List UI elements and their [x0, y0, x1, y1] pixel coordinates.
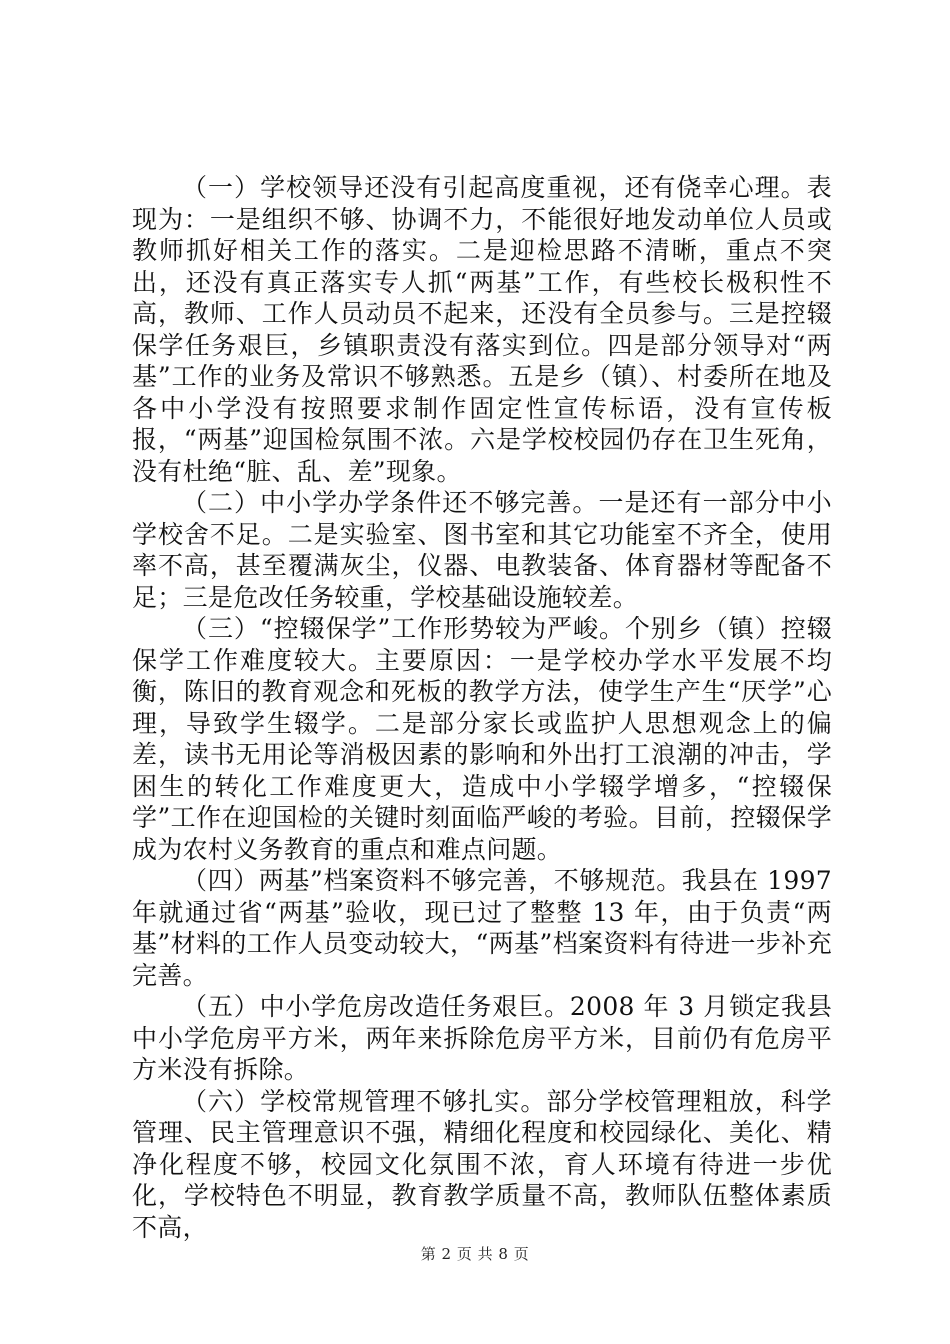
- paragraph-2: （二）中小学办学条件还不够完善。一是还有一部分中小学校舍不足。二是实验室、图书室和其它功能室不齐全，使用率不高，甚至覆满灰尘，仪器、电教装备、体育器材等配备不足；三是危改任务较重，学校基础设施较差。: [132, 488, 832, 612]
- document-body: [132, 172, 832, 1243]
- paragraph-5: （五）中小学危房改造任务艰巨。2008 年 3 月锁定我县中小学危房平方米，两年来拆除危房平方米，目前仍有危房平方米没有拆除。: [132, 992, 832, 1084]
- paragraph-3: （三）“控辍保学”工作形势较为严峻。个别乡（镇）控辍保学工作难度较大。主要原因：一是学校办学水平发展不均衡，陈旧的教育观念和死板的教学方法，使学生产生“厌学”心理，导致学生辍学。二是部分家长或监护人思想观念上的偏差，读书无用论等消极因素的影响和外出打工浪潮的冲击，学困生的转化工作难度更大，造成中小学辍学增多，“控辍保学”工作在迎国检的关键时刻面临严峻的考验。目前，控辍保学成为农村义务教育的重点和难点问题。: [132, 614, 832, 864]
- paragraph-4: （四）两基”档案资料不够完善，不够规范。我县在 1997 年就通过省“两基”验收，现已过了整整 13 年，由于负责“两基”材料的工作人员变动较大，“两基”档案资料有待进一步补充完善。: [132, 866, 832, 990]
- paragraph-6: （六）学校常规管理不够扎实。部分学校管理粗放，科学管理、民主管理意识不强，精细化程度和校园绿化、美化、精净化程度不够，校园文化氛围不浓，育人环境有待进一步优化，学校特色不明显，教育教学质量不高，教师队伍整体素质不高，: [132, 1086, 832, 1242]
- page-number-footer: 第 2 页 共 8 页: [420, 1245, 530, 1263]
- paragraph-1: （一）学校领导还没有引起高度重视，还有侥幸心理。表现为：一是组织不够、协调不力，不能很好地发动单位人员或教师抓好相关工作的落实。二是迎检思路不清晰，重点不突出，还没有真正落实专人抓“两基”工作，有些校长极积性不高，教师、工作人员动员不起来，还没有全员参与。三是控辍保学任务艰巨，乡镇职责没有落实到位。四是部分领导对“两基”工作的业务及常识不够熟悉。五是乡（镇）、村委所在地及各中小学没有按照要求制作固定性宣传标语，没有宣传板报，“两基”迎国检氛围不浓。六是学校校园仍存在卫生死角，没有杜绝“脏、乱、差”现象。: [132, 173, 832, 486]
